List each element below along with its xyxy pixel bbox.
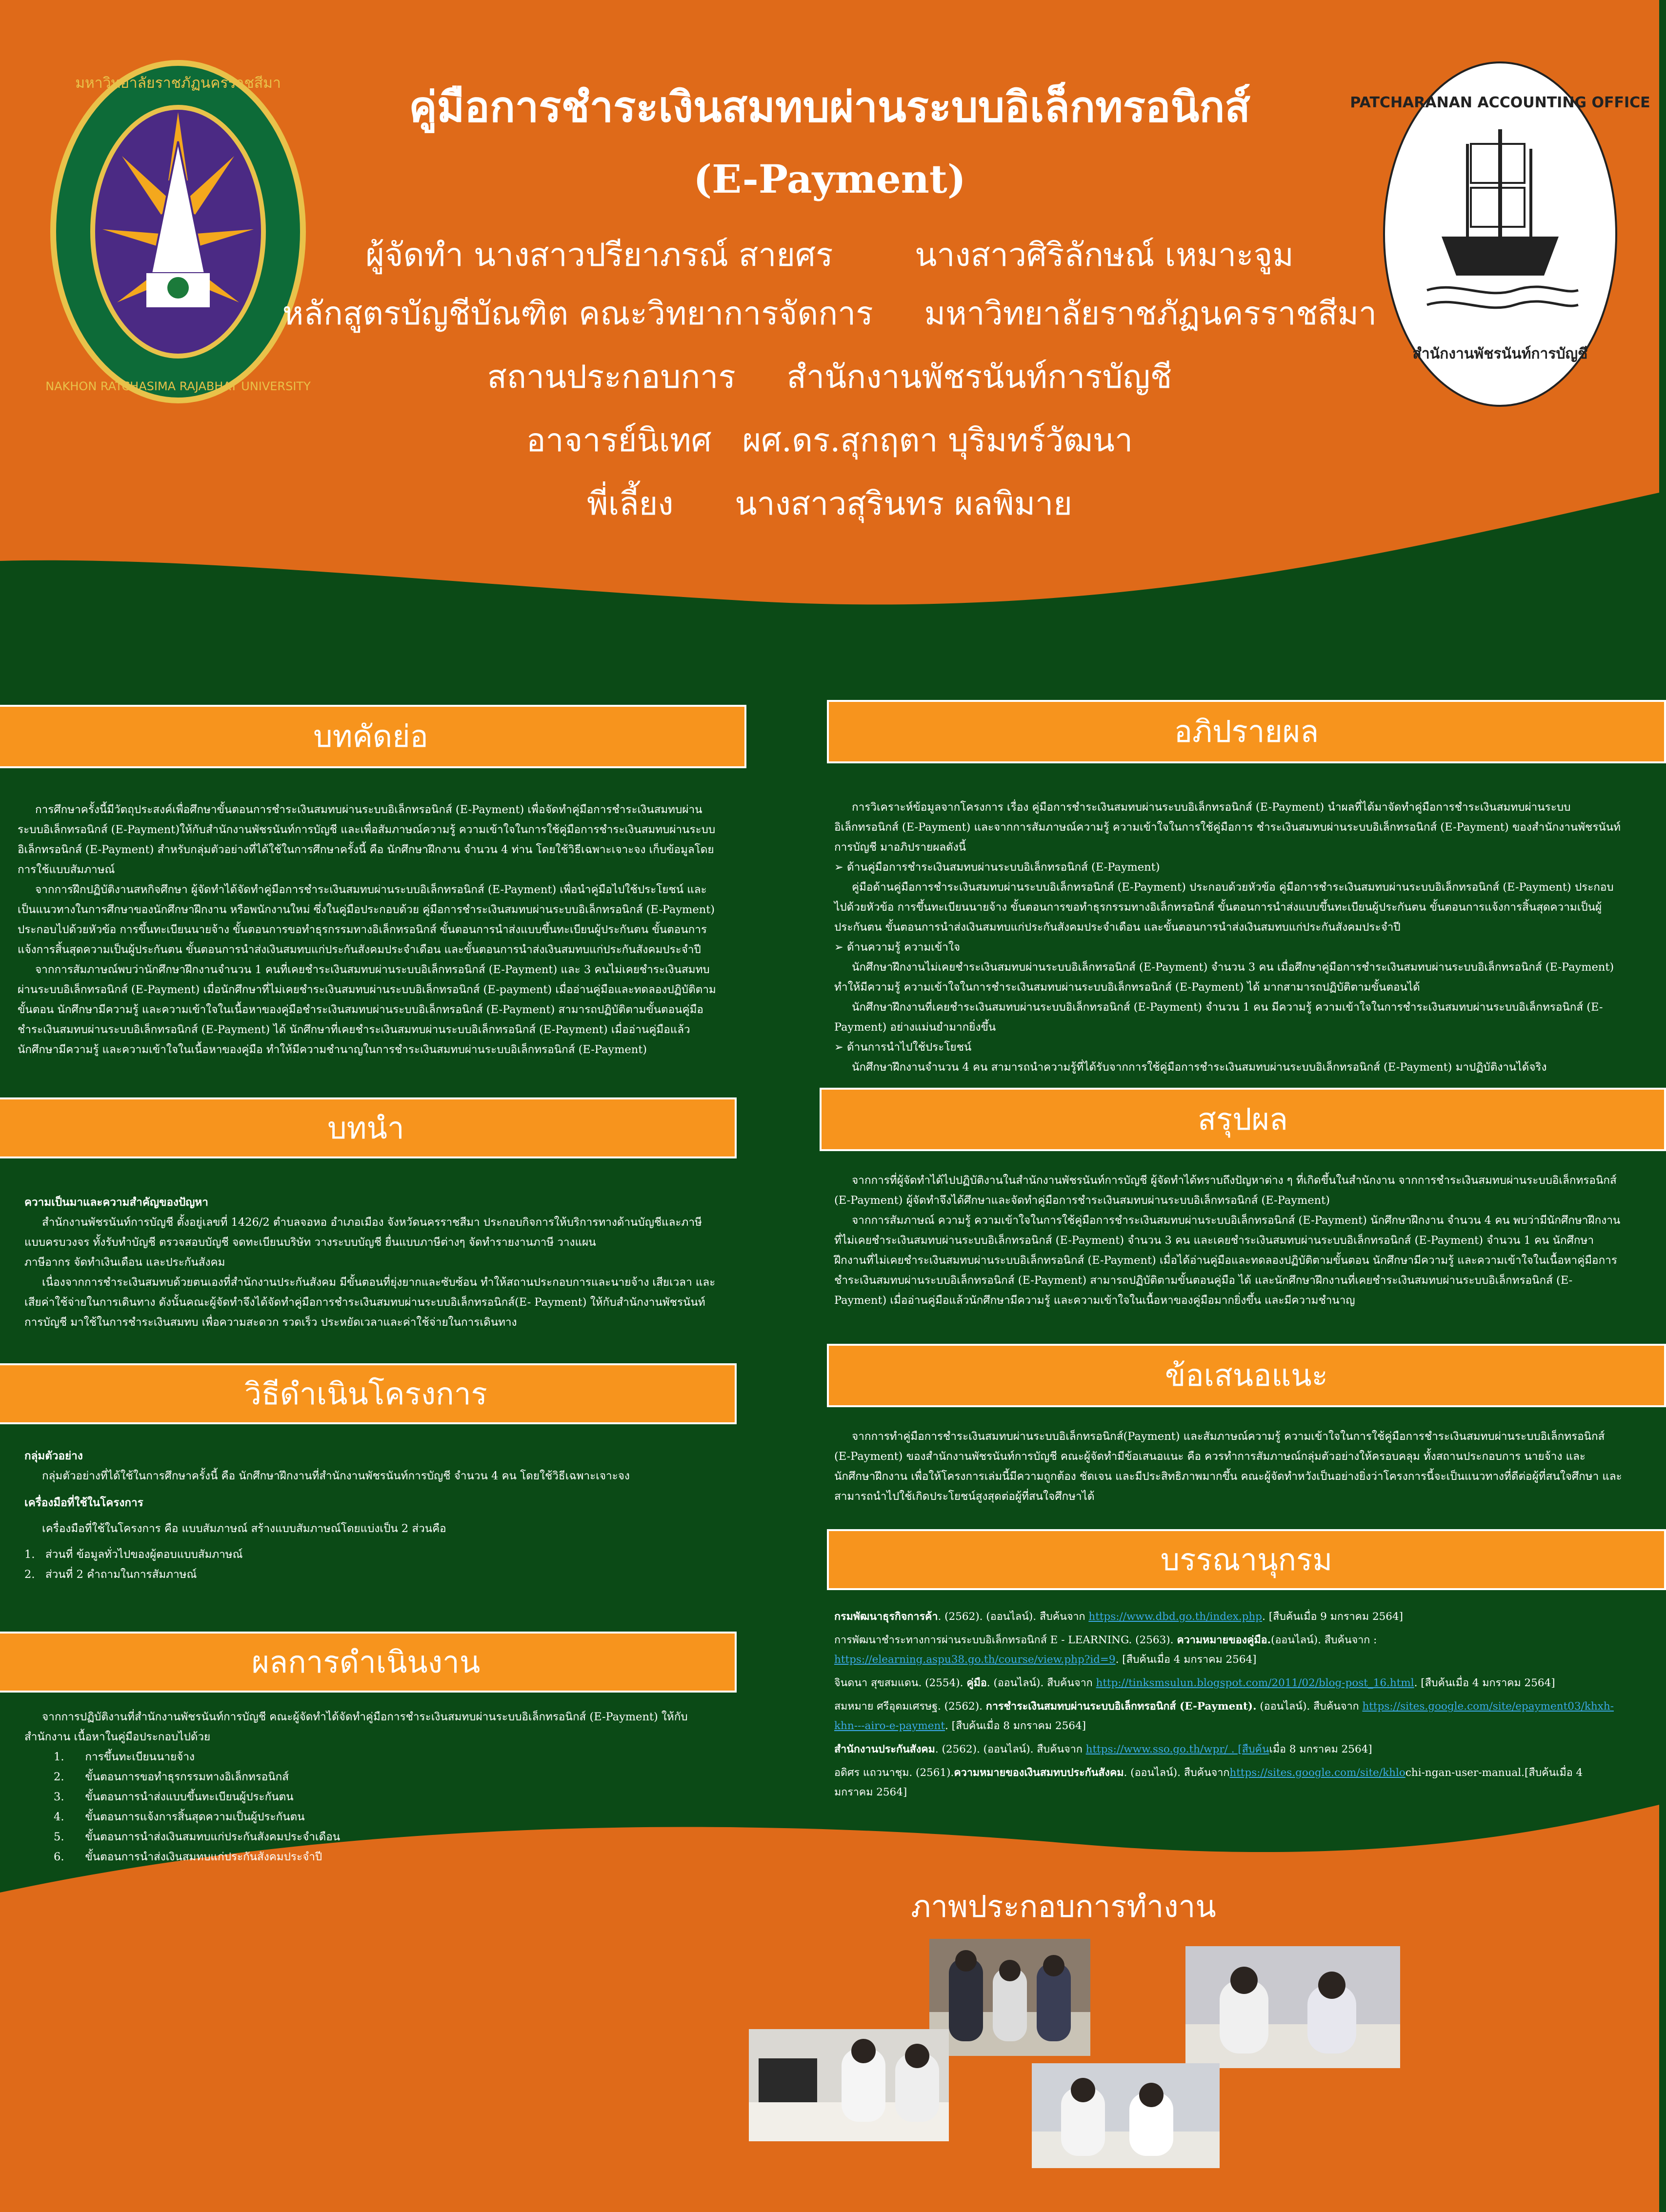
gallery-photo-3 — [749, 2029, 949, 2141]
references-heading: บรรณานุกรม — [1160, 1541, 1333, 1577]
reference-2-source: (ออนไลน์). สืบค้นจาก : — [1271, 1634, 1377, 1646]
intro-paragraph-3: เนื่องจากการชำระเงินสมทบด้วยตนเองที่สำนักงานประกันสังคม มีขั้นตอนที่ยุ่งยากและซับซ้อน ทำให้สถานประกอบการและนายจ้าง เสียเวลา และเสียค่าใช้จ่ายในการเดินทาง ดังนั้นคณะผู้จัดทำจึงได้จัดทำคู่มือการชำระเงินสมทบผ่านระบบอิเล็กทรอนิกส์(E- Payment) ให้กับสำนักงานพัชรนันท์การบัญชี มาใช้ในการชำระเงินสมทบ เพื่อความสะดวก รวดเร็ว ประหยัดเวลาและค่าใช้จ่ายในการเดินทาง — [24, 1276, 716, 1329]
section-heading-intro — [0, 1097, 737, 1158]
section-heading-discussion — [827, 700, 1666, 763]
suggestion-body — [834, 1427, 1622, 1507]
reference-3 — [834, 1674, 1625, 1693]
reference-4-source: (ออนไลน์). สืบค้นจาก — [1256, 1700, 1363, 1713]
svg-text:NAKHON RATCHASIMA RAJABHAT UNI: NAKHON RATCHASIMA RAJABHAT UNIVERSITY — [45, 379, 311, 393]
reference-3-link[interactable]: http://tinksmsulun.blogspot.com/2011/02/blog-post_16.html — [1096, 1677, 1414, 1689]
reference-1-link[interactable]: https://www.dbd.go.th/index.php — [1088, 1611, 1263, 1623]
poster-subtitle: (E-Payment) — [693, 156, 966, 202]
reference-4-author: สมหมาย ศรีอุดมเศรษฐ. (2562). — [834, 1700, 986, 1713]
discussion-paragraph-3: นักศึกษาฝึกงานไม่เคยชำระเงินสมทบผ่านระบบอิเล็กทรอนิกส์ (E-Payment) จำนวน 3 คน เมื่อศึกษาคู่มือการชำระเงินสมทบผ่านระบบอิเล็กทรอนิกส์ (E-Payment) ทำให้มีความรู้ ความเข้าใจในการชำระเงินสมทบผ่านระบบอิเล็กทรอนิกส์ (E-Payment) ได้ มากสามารถปฏิบัติตามขั้นตอนได้ — [834, 961, 1614, 994]
reference-2-title: ความหมายของคู่มือ. — [1177, 1634, 1271, 1646]
intro-paragraph-1: สำนักงานพัชรนันท์การบัญชี ตั้งอยู่เลขที่ 1426/2 ตำบลจอหอ อำเภอเมือง จังหวัดนครราชสีมา ประกอบกิจการให้บริการทางด้านบัญชีและภาษีแบบครบวงจร ทั้งรับทำบัญชี ตรวจสอบบัญชี จดทะเบียนบริษัท วางระบบบัญชี ยื่นแบบภาษีต่างๆ จัดทำรายงานภาษี วางแผน — [24, 1216, 702, 1249]
reference-1-author: กรมพัฒนาธุรกิจการค้า — [834, 1611, 938, 1623]
discussion-bullet-1: ➢ ด้านคู่มือการชำระเงินสมทบผ่านระบบอิเล็กทรอนิกส์ (E-Payment) — [834, 861, 1160, 874]
reference-5-author: สำนักงานประกันสังคม — [834, 1743, 935, 1755]
results-item-5: 5. ขั้นตอนการนำส่งเงินสมทบแก่ประกันสังคมประจำเดือน — [54, 1831, 341, 1843]
reference-3-author: จินดนา สุขสมแดน. (2554). — [834, 1677, 967, 1689]
results-paragraph-1: จากการปฏิบัติงานที่สำนักงานพัชรนันท์การบัญชี คณะผู้จัดทำได้จัดทำคู่มือการชำระเงินสมทบผ่านระบบอิเล็กทรอนิกส์ (E-Payment) ให้กับสำนักงาน เนื้อหาในคู่มือประกอบไปด้วย — [24, 1711, 688, 1743]
method-paragraph-1: กลุ่มตัวอย่างที่ได้ใช้ในการศึกษาครั้งนี้ คือ นักศึกษาฝึกงานที่สำนักงานพัชรนันท์การบัญชี จำนวน 4 คน โดยใช้วิธีเฉพาะเจาะจง — [42, 1470, 630, 1482]
method-paragraph-2: เครื่องมือที่ใช้ในโครงการ คือ แบบสัมภาษณ์ สร้างแบบสัมภาษณ์โดยแบ่งเป็น 2 ส่วนคือ — [42, 1522, 446, 1535]
section-heading-abstract — [0, 705, 746, 768]
suggestion-paragraph-1: จากการทำคู่มือการชำระเงินสมทบผ่านระบบอิเล็กทรอนิกส์(Payment) และสัมภาษณ์ความรู้ ความเข้าใจในการใช้คู่มือการชำระเงินสมทบผ่านระบบอิเล็กทรอนิกส์ (E-Payment) ของสำนักงานพัชรนันท์การบัญชี คณะผู้จัดทำมีข้อเสนอแนะ คือ ควรทำการสัมภาษณ์กลุ่มตัวอย่างให้ครอบคลุม ทั้งสถานประกอบการ นายจ้าง และนักศึกษาฝึกงาน เพื่อให้โครงการเล่มนี้มีความถูกต้อง ชัดเจน และมีประสิทธิภาพมากขึ้น คณะผู้จัดทำหวังเป็นอย่างยิ่งว่าโครงการนี้จะเป็นแนวทางที่ดีต่อผู้ที่สนใจศึกษา และสามารถนำไปใช้เกิดประโยชน์สูงสุดต่อผู้ที่สนใจศึกษาได้ — [834, 1430, 1622, 1503]
svg-text:มหาวิทยาลัยราชภัฏนครราชสีมา: มหาวิทยาลัยราชภัฏนครราชสีมา — [75, 75, 281, 92]
reference-3-title: คู่มือ — [966, 1677, 987, 1689]
results-item-2: 2. ขั้นตอนการขอทำธุรกรรมทางอิเล็กทรอนิกส์ — [54, 1771, 289, 1783]
conclusion-body — [834, 1171, 1622, 1311]
svg-text:PATCHARANAN ACCOUNTING OFFICE: PATCHARANAN ACCOUNTING OFFICE — [1350, 94, 1650, 111]
gallery-photo-4 — [1032, 2063, 1220, 2168]
authors-line: ผู้จัดทำ นางสาวปรียาภรณ์ สายศร นางสาวศิริลักษณ์ เหมาะจูม — [365, 236, 1294, 274]
method-item-1: 1. ส่วนที่ ข้อมูลทั่วไปของผู้ตอบแบบสัมภาษณ์ — [24, 1548, 243, 1561]
abstract-heading: บทคัดย่อ — [313, 718, 428, 754]
method-subheading-tools: เครื่องมือที่ใช้ในโครงการ — [24, 1496, 143, 1509]
discussion-paragraph-4: นักศึกษาฝึกงานที่เคยชำระเงินสมทบผ่านระบบอิเล็กทรอนิกส์ (E-Payment) จำนวน 1 คน มีความรู้ ความเข้าใจในการชำระเงินสมทบผ่านระบบอิเล็กทรอนิกส์ (E-Payment) อย่างแม่นยำมากยิ่งขึ้น — [834, 1001, 1603, 1034]
advisor-line: อาจารย์นิเทศ ผศ.ดร.สุกฤตา บุริมทร์วัฒนา — [526, 421, 1133, 459]
abstract-paragraph-2: จากการฝึกปฏิบัติงานสหกิจศึกษา ผู้จัดทำได้จัดทำคู่มือการชำระเงินสมทบผ่านระบบอิเล็กทรอนิกส์ (E-Payment) เพื่อนำคู่มือไปใช้ประโยชน์ และเป็นแนวทางในการศึกษาของนักศึกษาฝึกงาน หรือพนักงานใหม่ ซึ่งในคู่มือประกอบด้วย คู่มือการชำระเงินสมทบผ่านระบบอิเล็กทรอนิกส์ (E-Payment) ประกอบไปด้วยหัวข้อ การขึ้นทะเบียนนายจ้าง ขั้นตอนการขอทำธุรกรรมทางอิเล็กทรอนิกส์ ขั้นตอนการนำส่งแบบขึ้นทะเบียนผู้ประกันตน ขั้นตอนการแจ้งการสิ้นสุดความเป็นผู้ประกันตน ขั้นตอนการนำส่งเงินสมทบแก่ประกันสังคมประจำเดือน และขั้นตอนการนำส่งเงินสมทบแก่ประกันสังคมประจำปี — [18, 883, 715, 956]
reference-1-year: . (2562). (ออนไลน์). สืบค้นจาก — [938, 1611, 1089, 1623]
method-item-2: 2. ส่วนที่ 2 คำถามในการสัมภาษณ์ — [24, 1568, 197, 1581]
svg-text:สำนักงานพัชรนันท์การบัญชี: สำนักงานพัชรนันท์การบัญชี — [1412, 345, 1588, 362]
discussion-bullet-2: ➢ ด้านความรู้ ความเข้าใจ — [834, 941, 961, 954]
discussion-body — [834, 797, 1622, 1077]
abstract-paragraph-1: การศึกษาครั้งนี้มีวัตถุประสงค์เพื่อศึกษาขั้นตอนการชำระเงินสมทบผ่านระบบอิเล็กทรอนิกส์ (E-Payment) เพื่อจัดทำคู่มือการชำระเงินสมทบผ่านระบบอิเล็กทรอนิกส์ (E-Payment)ให้กับสำนักงานพัชรนันท์การบัญชี และเพื่อสัมภาษณ์ความรู้ ความเข้าใจในการใช้คู่มือการชำระเงินสมทบผ่านระบบอิเล็กทรอนิกส์ (E-Payment) สำหรับกลุ่มตัวอย่างที่ได้ใช้ในการศึกษาครั้งนี้ คือ นักศึกษาฝึกงาน จำนวน 4 ท่าน โดยใช้วิธีเฉพาะเจาะจง เก็บข้อมูลโดยการใช้แบบสัมภาษณ์ — [18, 803, 716, 876]
reference-5-link[interactable]: https://www.sso.go.th/wpr/ . [สืบค้น — [1085, 1743, 1269, 1755]
conclusion-heading: สรุปผล — [1198, 1101, 1288, 1137]
reference-5 — [834, 1740, 1625, 1759]
reference-4-date: . [สืบค้นเมื่อ 8 มกราคม 2564] — [945, 1720, 1086, 1732]
discussion-paragraph-2: คู่มือด้านคู่มือการชำระเงินสมทบผ่านระบบอิเล็กทรอนิกส์ (E-Payment) ประกอบด้วยหัวข้อ คู่มือการชำระเงินสมทบผ่านระบบอิเล็กทรอนิกส์ (E-Payment) ประกอบไปด้วยหัวข้อ การขึ้นทะเบียนนายจ้าง ขั้นตอนการขอทำธุรกรรมทางอิเล็กทรอนิกส์ ขั้นตอนการนำส่งแบบขึ้นทะเบียนผู้ประกันตน ขั้นตอนการแจ้งการสิ้นสุดความเป็นผู้ประกันตน ขั้นตอนการนำส่งเงินสมทบแก่ประกันสังคมประจำเดือน และขั้นตอนการนำส่งเงินสมทบแก่ประกันสังคมประจำปี — [834, 881, 1614, 934]
discussion-bullet-3: ➢ ด้านการนำไปใช้ประโยชน์ — [834, 1041, 972, 1054]
reference-6-date: chi-ngan-user-manual.[สืบค้นเมื่อ 4 มกราคม 2564] — [834, 1767, 1583, 1798]
workplace-line: สถานประกอบการ สำนักงานพัชรนันท์การบัญชี — [487, 358, 1172, 396]
abstract-body — [18, 800, 720, 1060]
results-body — [24, 1707, 717, 1867]
intro-body — [24, 1193, 717, 1333]
section-heading-suggestion — [827, 1344, 1666, 1407]
results-item-6: 6. ขั้นตอนการนำส่งเงินสมทบแก่ประกันสังคมประจำปี — [54, 1851, 322, 1863]
conclusion-paragraph-1: จากการที่ผู้จัดทำได้ไปปฏิบัติงานในสำนักงานพัชรนันท์การบัญชี ผู้จัดทำได้ทราบถึงปัญหาต่าง ๆ ที่เกิดขึ้นในสำนักงาน จากการชำระเงินสมทบผ่านระบบอิเล็กทรอนิกส์ (E-Payment) ผู้จัดทำจึงได้ศึกษาและจัดทำคู่มือการชำระเงินสมทบผ่านระบบอิเล็กทรอนิกส์ (E-Payment) — [834, 1174, 1617, 1207]
results-item-4: 4. ขั้นตอนการแจ้งการสิ้นสุดความเป็นผู้ประกันตน — [54, 1811, 305, 1823]
reference-2-date: . [สืบค้นเมื่อ 4 มกราคม 2564] — [1115, 1654, 1257, 1666]
method-heading: วิธีดำเนินโครงการ — [244, 1375, 487, 1412]
reference-6-author: อดิศร แถวนาชุม. (2561). — [834, 1767, 954, 1779]
reference-2-author: การพัฒนาชำระทางการผ่านระบบอิเล็กทรอนิกส์ E - LEARNING. (2563). — [834, 1634, 1177, 1646]
reference-6-title: ความหมายของเงินสมทบประกันสังคม — [954, 1767, 1124, 1779]
results-item-1: 1. การขึ้นทะเบียนนายจ้าง — [54, 1751, 195, 1763]
reference-6 — [834, 1763, 1625, 1802]
discussion-paragraph-5: นักศึกษาฝึกงานจำนวน 4 คน สามารถนำความรู้ที่ได้รับจากการใช้คู่มือการชำระเงินสมทบผ่านระบบอิเล็กทรอนิกส์ (E-Payment) มาปฏิบัติงานได้จริง — [852, 1061, 1547, 1074]
discussion-paragraph-1: การวิเคราะห์ข้อมูลจากโครงการ เรื่อง คู่มือการชำระเงินสมทบผ่านระบบอิเล็กทรอนิกส์ (E-Payment) นำผลที่ได้มาจัดทำคู่มือการชำระเงินสมทบผ่านระบบอิเล็กทรอนิกส์ (E-Payment) และจากการสัมภาษณ์ความรู้ ความเข้าใจในการใช้คู่มือการ ชำระเงินสมทบผ่านระบบอิเล็กทรอนิกส์ (E-Payment) ของสำนักงานพัชรนันท์การบัญชี มาอภิปรายผลดังนี้ — [834, 801, 1621, 854]
abstract-paragraph-3: จากการสัมภาษณ์พบว่านักศึกษาฝึกงานจำนวน 1 คนที่เคยชำระเงินสมทบผ่านระบบอิเล็กทรอนิกส์ (E-Payment) และ 3 คนไม่เคยชำระเงินสมทบผ่านระบบอิเล็กทรอนิกส์ (E-Payment) เมื่อนักศึกษาที่ไม่เคยชำระเงินสมทบผ่านระบบอิเล็กทรอนิกส์ (E-payment) เมื่ออ่านคู่มือและทดลองปฏิบัติตามขั้นตอน นักศึกษามีความรู้ และความเข้าใจในเนื้อหาของคู่มือชำระเงินสมทบผ่านระบบอิเล็กทรอนิกส์ (E-Payment) สามารถปฏิบัติตามขั้นตอนคู่มือชำระเงินสมทบผ่านระบบอิเล็กทรอนิกส์ (E-Payment) ได้ นักศึกษาที่เคยชำระเงินสมทบผ่านระบบอิเล็กทรอนิกส์ (E-Payment) เมื่ออ่านคู่มือแล้วนักศึกษามีความรู้ และความเข้าใจในเนื้อหาของคู่มือ ทำให้มีความชำนาญในการชำระเงินสมทบผ่านระบบอิเล็กทรอนิกส์ (E-Payment) — [18, 963, 716, 1056]
reference-5-date: เมื่อ 8 มกราคม 2564] — [1269, 1743, 1372, 1755]
results-item-3: 3. ขั้นตอนการนำส่งแบบขึ้นทะเบียนผู้ประกันตน — [54, 1791, 294, 1803]
discussion-heading: อภิปรายผล — [1174, 714, 1319, 749]
program-line: หลักสูตรบัญชีบัณฑิต คณะวิทยาการจัดการ มหาวิทยาลัยราชภัฏนครราชสีมา — [282, 295, 1377, 332]
reference-3-source: . (ออนไลน์). สืบค้นจาก — [986, 1677, 1096, 1689]
intro-subheading: ความเป็นมาและความสำคัญของปัญหา — [24, 1196, 208, 1209]
poster-title: คู่มือการชำระเงินสมทบผ่านระบบอิเล็กทรอนิกส์ — [409, 82, 1250, 132]
method-body — [24, 1446, 717, 1585]
method-subheading-sample: กลุ่มตัวอย่าง — [24, 1450, 83, 1462]
gallery-photo-2 — [1185, 1946, 1400, 2068]
reference-4-title: การชำระเงินสมทบผ่านระบบอิเล็กทรอนิกส์ (E-Payment). — [985, 1700, 1257, 1713]
reference-1-date: . [สืบค้นเมื่อ 9 มกราคม 2564] — [1262, 1611, 1404, 1623]
conclusion-paragraph-2: จากการสัมภาษณ์ ความรู้ ความเข้าใจในการใช้คู่มือการชำระเงินสมทบผ่านระบบอิเล็กทรอนิกส์ (E-Payment) นักศึกษาฝึกงาน จำนวน 4 คน พบว่ามีนักศึกษาฝึกงานที่ไม่เคยชำระเงินสมทบผ่านระบบอิเล็กทรอนิกส์ (E-Payment) จำนวน 3 คน และเคยชำระเงินสมทบผ่านระบบอิเล็กทรอนิกส์ (E-Payment) จำนวน 1 คน นักศึกษาฝึกงานที่ไม่เคยชำระเงินสมทบผ่านระบบอิเล็กทรอนิกส์ (E-Payment) เมื่อได้อ่านคู่มือและทดลองปฏิบัติตามขั้นตอน นักศึกษามีความรู้ และความเข้าใจในเนื้อหาคู่มือการชำระเงินสมทบผ่านระบบอิเล็กทรอนิกส์ (E-Payment) สามารถปฏิบัติตามขั้นตอนคู่มือ ได้ และนักศึกษาฝึกงานที่เคยชำระเงินสมทบผ่านระบบอิเล็กทรอนิกส์ (E-Payment) เมื่ออ่านคู่มือแล้วนักศึกษามีความรู้ และความเข้าใจในเนื้อหาของคู่มือมากยิ่งขึ้น และมีความชำนาญ — [834, 1214, 1621, 1307]
reference-5-year: . (2562). (ออนไลน์). สืบค้นจาก — [935, 1743, 1086, 1755]
suggestion-heading: ข้อเสนอแนะ — [1165, 1357, 1328, 1393]
reference-6-source: . (ออนไลน์). สืบค้นจาก — [1124, 1767, 1230, 1779]
section-heading-method — [0, 1363, 737, 1424]
results-heading: ผลการดำเนินงาน — [251, 1644, 481, 1680]
gallery-photo-1 — [929, 1939, 1090, 2056]
section-heading-references — [827, 1529, 1666, 1590]
section-heading-conclusion — [820, 1088, 1666, 1151]
reference-2 — [834, 1631, 1625, 1670]
section-heading-results — [0, 1632, 737, 1693]
gallery-heading: ภาพประกอบการทำงาน — [911, 1889, 1216, 1924]
reference-6-link[interactable]: https://sites.google.com/site/khlo — [1229, 1767, 1405, 1779]
mentor-line: พี่เลี้ยง นางสาวสุรินทร ผลพิมาย — [587, 485, 1072, 522]
intro-heading: บทนำ — [327, 1110, 404, 1146]
reference-1 — [834, 1607, 1625, 1627]
references-body — [834, 1607, 1625, 1802]
reference-3-date: . [สืบค้นเมื่อ 4 มกราคม 2564] — [1414, 1677, 1555, 1689]
intro-paragraph-2: ภาษีอากร จัดทำเงินเดือน และประกันสังคม — [24, 1256, 225, 1269]
reference-4-link[interactable]: https://sites.google.com/site/epayment03/khxh-khn---airo-e-payment — [834, 1700, 1614, 1732]
reference-2-link[interactable]: https://elearning.aspu38.go.th/course/view.php?id=9 — [834, 1654, 1116, 1666]
reference-4 — [834, 1697, 1625, 1736]
